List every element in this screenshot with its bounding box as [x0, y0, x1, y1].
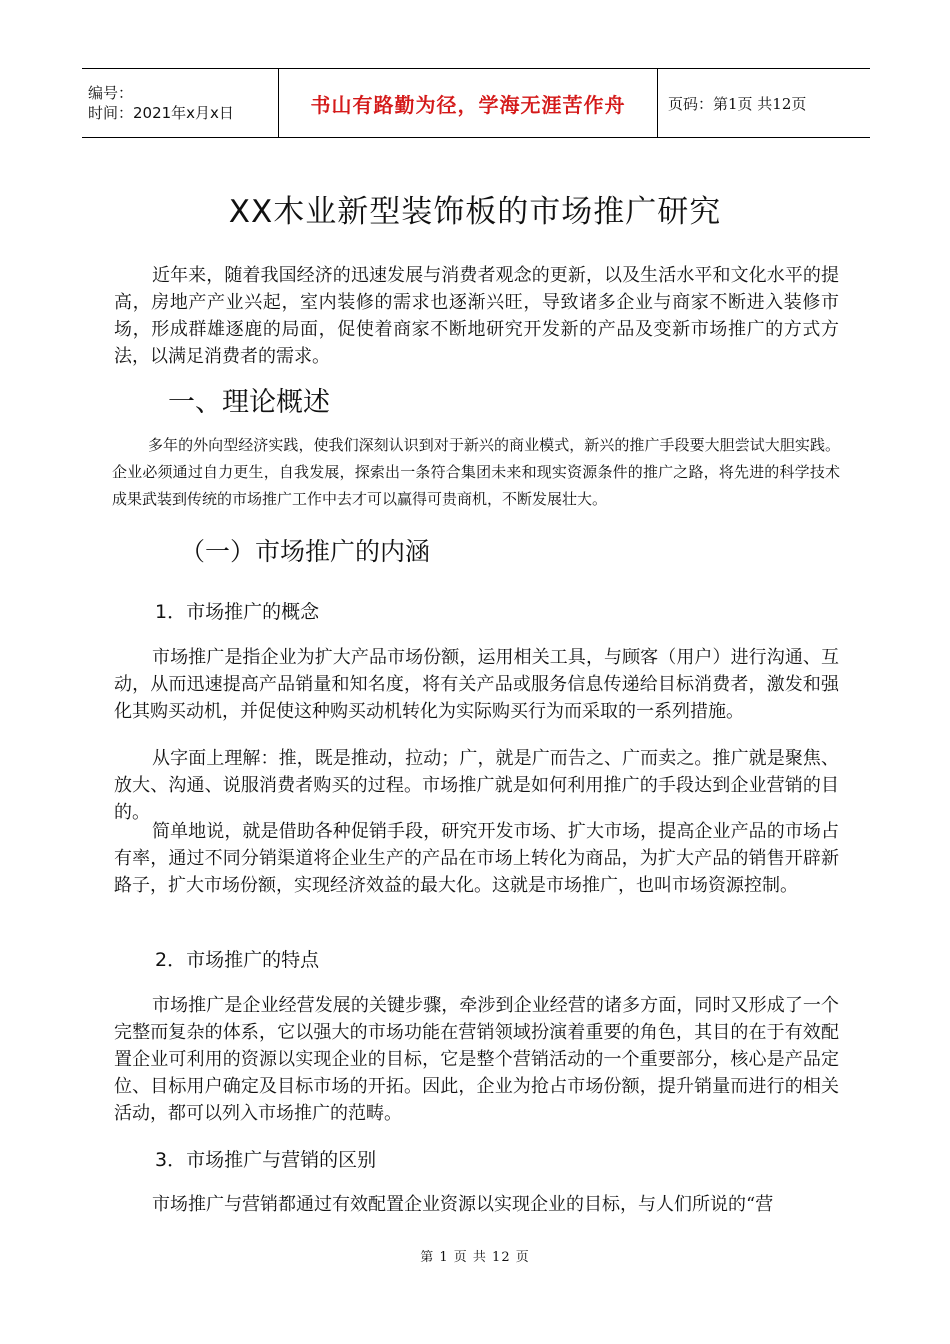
header-center-cell	[278, 69, 658, 137]
document-title: XX木业新型装饰板的市场推广研究	[228, 194, 722, 230]
intro-paragraph: 近年来，随着我国经济的迅速发展与消费者观念的更新，以及生活水平和文化水平的提高，房地产产业兴起，室内装修的需求也逐渐兴旺，导致诸多企业与商家不断进入装修市场，形成群雄逐鹿的局面，促使着商家不断地研究开发新的产品及变新市场推广的方式方法，以满足消费者的需求。	[114, 265, 839, 367]
header-table	[82, 68, 870, 138]
item3-paragraph-1: 市场推广与营销都通过有效配置企业资源以实现企业的目标，与人们所说的“营	[152, 1194, 774, 1215]
item2-paragraph-1: 市场推广是企业经营发展的关键步骤，牵涉到企业经营的诸多方面，同时又形成了一个完整而复杂的体系，它以强大的市场功能在营销领域扮演着重要的角色，其目的在于有效配置企业可利用的资源以实现企业的目标，它是整个营销活动的一个重要部分，核心是产品定位、目标用户确定及目标市场的开拓。因此，企业为抢占市场份额，提升销量而进行的相关活动，都可以列入市场推广的范畴。	[114, 995, 839, 1124]
header-right-cell	[658, 69, 870, 137]
page-info: 页码：第1页 共12页	[668, 94, 807, 113]
document-number-label: 编号：	[88, 84, 134, 102]
item-heading-3: 3．市场推广与营销的区别	[155, 1149, 377, 1171]
header-left-cell	[82, 69, 278, 137]
section1-paragraph: 多年的外向型经济实践，使我们深刻认识到对于新兴的商业模式，新兴的推广手段要大胆尝试大胆实践。企业必须通过自力更生，自我发展，探索出一条符合集团未来和现实资源条件的推广之路，将先进的科学技术成果武装到传统的市场推广工作中去才可以赢得可贵商机，不断发展壮大。	[112, 436, 840, 508]
section-heading-1: 一、理论概述	[168, 387, 330, 418]
page-footer: 第 1 页 共 12 页	[420, 1250, 530, 1265]
item-heading-1: 1．市场推广的概念	[155, 601, 320, 623]
document-date: 时间：2021年x月x日	[88, 104, 234, 122]
header-motto: 书山有路勤为径，学海无涯苦作舟	[310, 92, 626, 117]
item1-paragraph-2: 从字面上理解：推，既是推动，拉动；广，就是广而告之、广而卖之。推广就是聚焦、放大、沟通、说服消费者购买的过程。市场推广就是如何利用推广的手段达到企业营销的目的。	[114, 748, 839, 823]
item1-paragraph-3: 简单地说，就是借助各种促销手段，研究开发市场、扩大市场，提高企业产品的市场占有率，通过不同分销渠道将企业生产的产品在市场上转化为商品，为扩大产品的销售开辟新路子，扩大市场份额，实现经济效益的最大化。这就是市场推广，也叫市场资源控制。	[114, 821, 839, 896]
subsection-heading-1: （一）市场推广的内涵	[180, 537, 431, 566]
item1-paragraph-1: 市场推广是指企业为扩大产品市场份额，运用相关工具，与顾客（用户）进行沟通、互动，从而迅速提高产品销量和知名度，将有关产品或服务信息传递给目标消费者，激发和强化其购买动机，并促使这种购买动机转化为实际购买行为而采取的一系列措施。	[114, 647, 839, 722]
item-heading-2: 2．市场推广的特点	[155, 949, 320, 971]
